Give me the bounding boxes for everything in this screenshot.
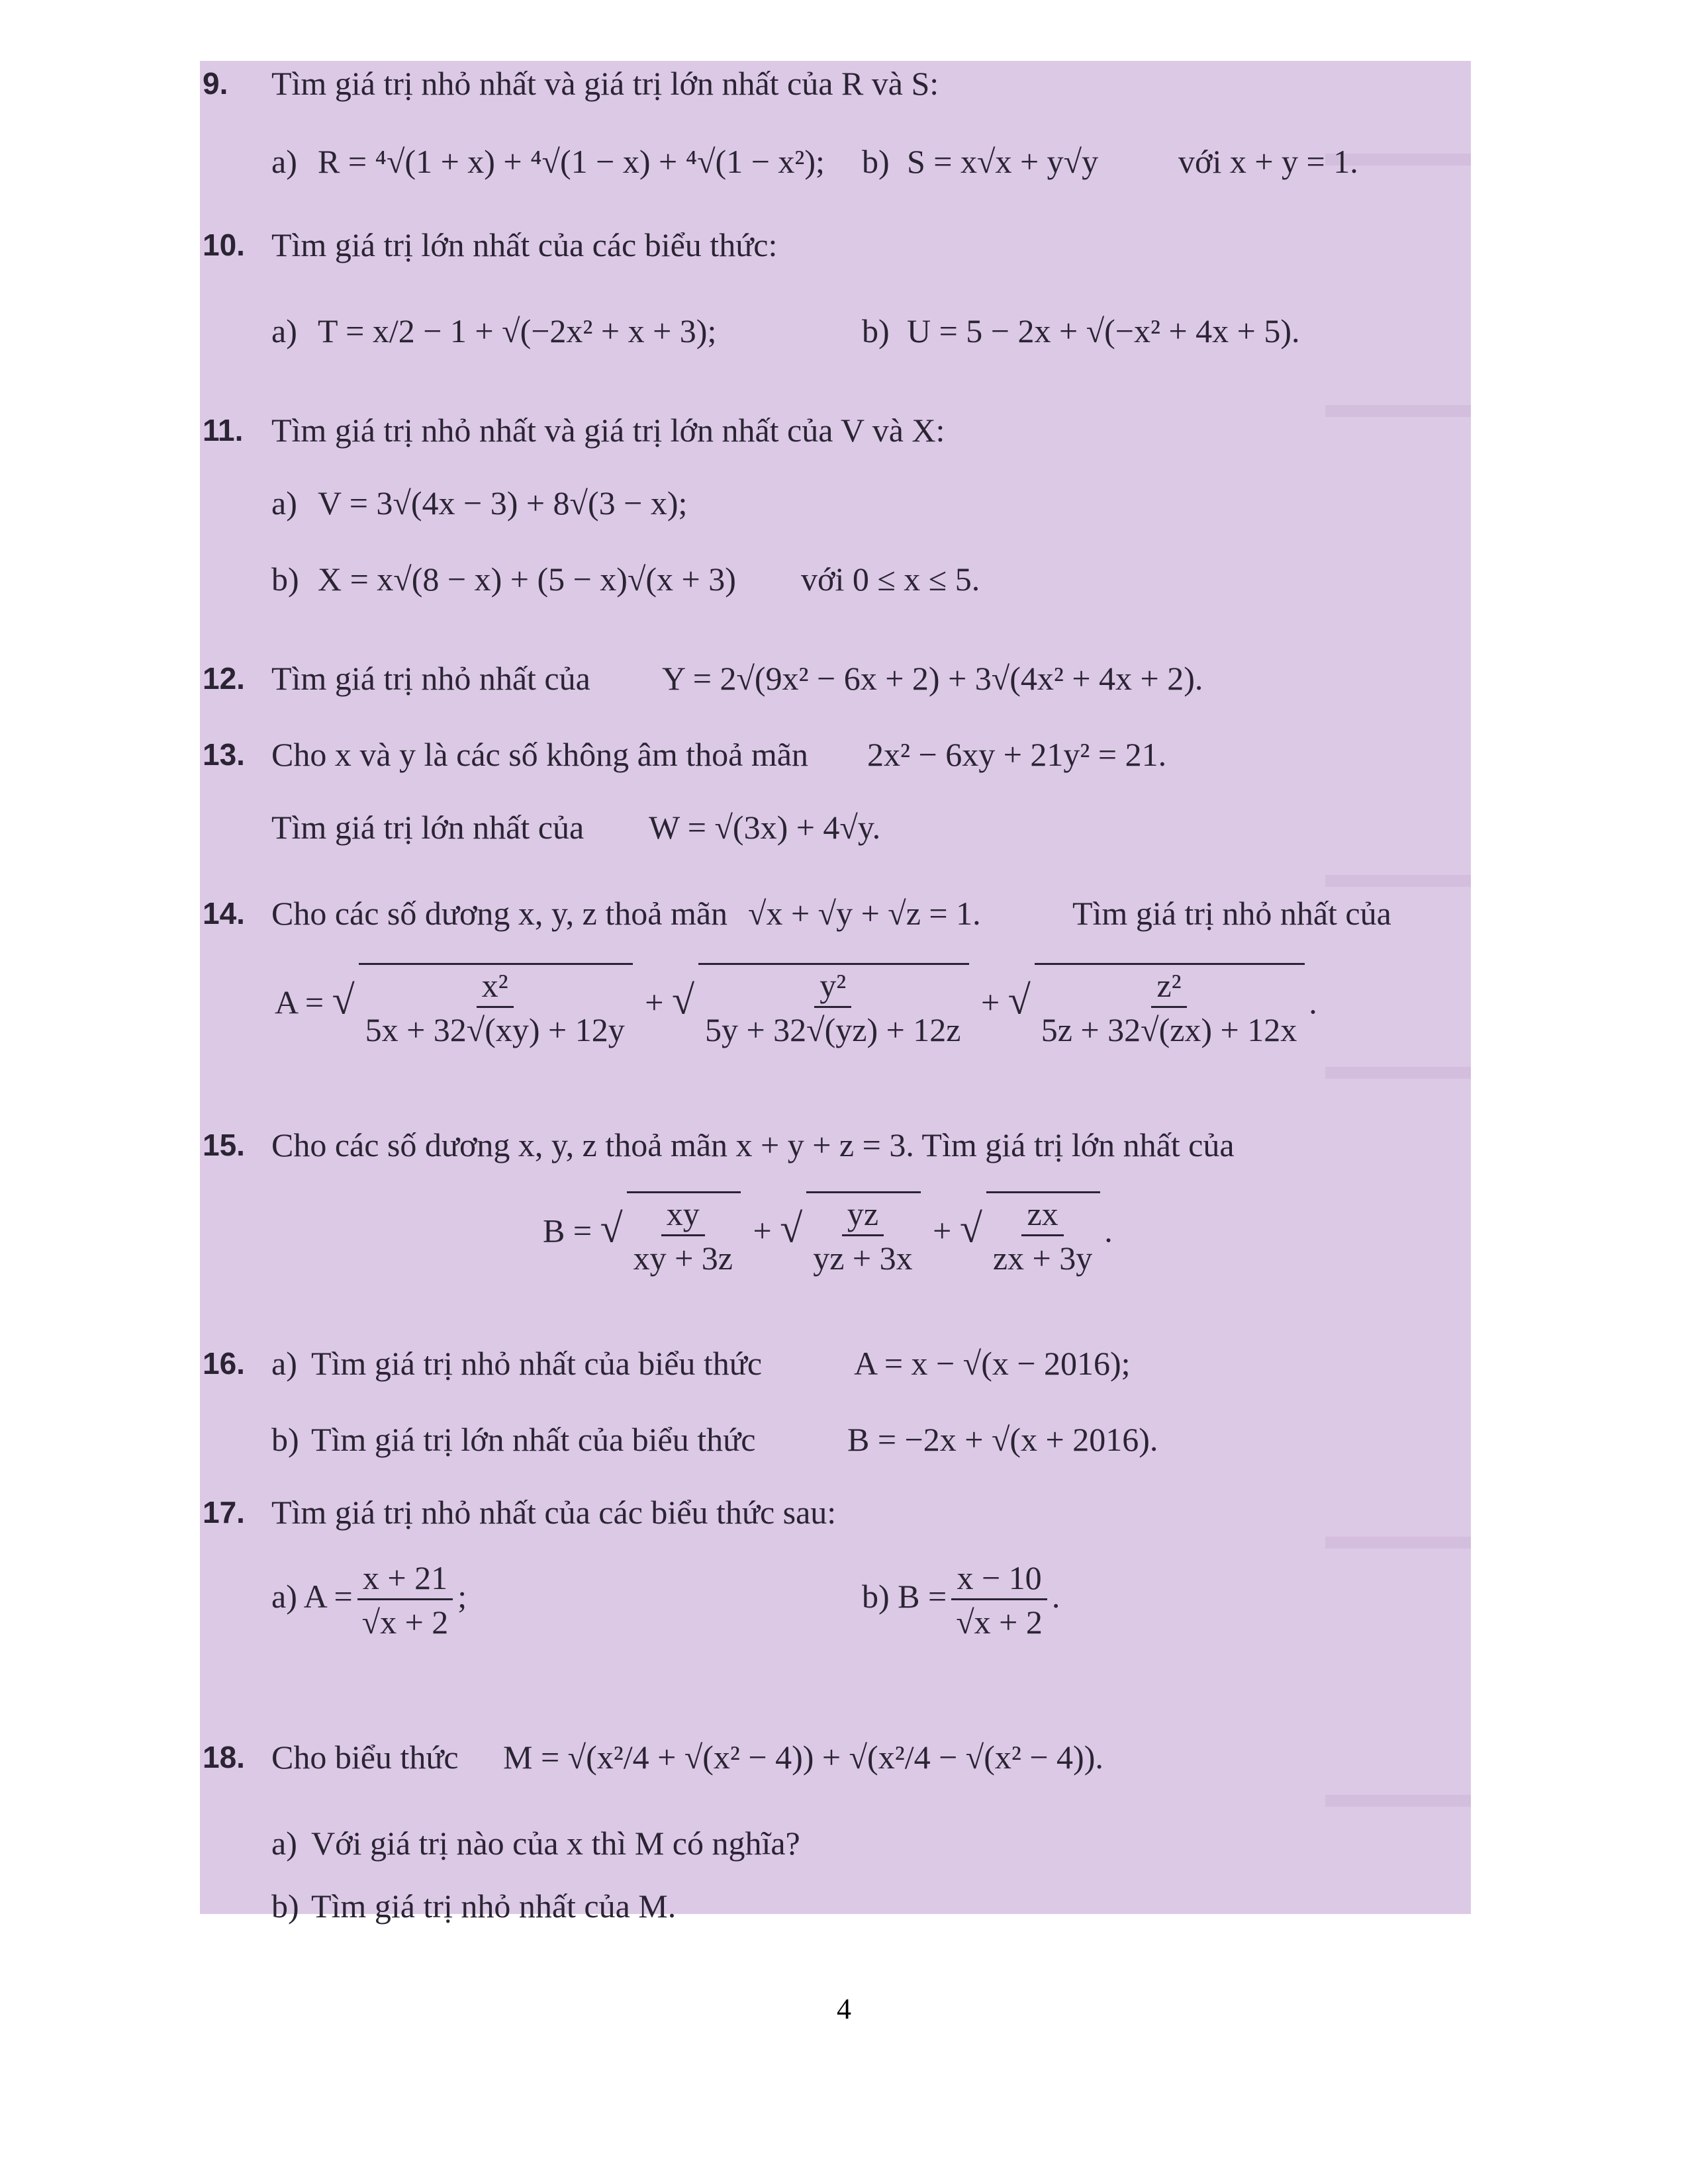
formula-B: B = √ $\frac{xy}{xy + 3z}$ + √ $\frac{yz}{yz + 3x}$ + √ $\frac{zx}{zx + 3y}$ . (543, 1191, 1113, 1277)
part-label: a) (271, 1825, 297, 1862)
formula-17b: b) B = $\frac{x - 10}{√x + 2}$ . (862, 1559, 1060, 1641)
fraction (698, 963, 969, 1049)
condition-text: với 0 ≤ x ≤ 5. (801, 561, 980, 598)
part-label: b) (271, 1888, 299, 1925)
problem-text: Tìm giá trị nhỏ nhất và giá trị lớn nhất của V và X: (271, 412, 945, 449)
page-number: 4 (837, 1993, 851, 2025)
fraction (806, 1191, 920, 1277)
denominator: 5x + 32√(xy) + 12y (365, 1011, 625, 1048)
fraction (359, 963, 633, 1049)
problem-text: Cho các số dương x, y, z thoả mãn (271, 895, 728, 932)
part-label: b) (271, 561, 299, 598)
problem-number: 16. (203, 1346, 245, 1381)
problem-number: 15. (203, 1128, 245, 1162)
denominator: zx + 3y (992, 1240, 1093, 1277)
numerator: zx (1021, 1195, 1063, 1236)
equation: M = √(x²/4 + √(x² − 4)) + √(x²/4 − √(x² − 4)). (503, 1739, 1103, 1776)
problem-text: Tìm giá trị lớn nhất của các biểu thức: (271, 226, 778, 263)
denominator: 5y + 32√(yz) + 12z (704, 1011, 961, 1048)
sqrt-symbol: √ (959, 1206, 982, 1251)
problem-number: 13. (203, 737, 245, 772)
problem-text: Tìm giá trị nhỏ nhất của (1072, 895, 1391, 932)
problem-number: 12. (203, 661, 245, 696)
problem-text: Tìm giá trị nhỏ nhất của M. (311, 1888, 677, 1925)
fraction (627, 1191, 741, 1277)
formula-17a: a) A = $\frac{x + 21}{√x + 2}$ ; (271, 1559, 467, 1641)
problem-number: 9. (203, 66, 228, 101)
equation: A = x − √(x − 2016); (854, 1345, 1131, 1382)
part-label: a) (271, 1345, 297, 1382)
sqrt-symbol: √ (600, 1206, 623, 1251)
sqrt-symbol: √ (332, 978, 355, 1023)
equation: 2x² − 6xy + 21y² = 21. (867, 736, 1167, 773)
numerator: x² (477, 966, 514, 1008)
problem-text: Với giá trị nào của x thì M có nghĩa? (311, 1825, 800, 1862)
part-label: a) (271, 484, 297, 522)
denominator: √x + 2 (361, 1604, 449, 1641)
equation: Y = 2√(9x² − 6x + 2) + 3√(4x² + 4x + 2). (662, 660, 1203, 697)
denominator: xy + 3z (633, 1240, 733, 1277)
formula-lhs: A = (303, 1577, 353, 1615)
formula-lhs: A = (275, 983, 324, 1021)
equation: V = 3√(4x − 3) + 8√(3 − x); (318, 484, 688, 522)
numerator: z² (1151, 966, 1186, 1008)
problem-text: Cho x và y là các số không âm thoả mãn (271, 736, 808, 773)
problem-text: Tìm giá trị lớn nhất của biểu thức (311, 1421, 756, 1458)
equation: X = x√(8 − x) + (5 − x)√(x + 3) (318, 561, 736, 598)
problem-number: 11. (203, 413, 244, 447)
numerator: x − 10 (951, 1559, 1047, 1600)
part-label: a) (271, 1577, 297, 1615)
problem-text: Cho biểu thức (271, 1739, 459, 1776)
problem-number: 14. (203, 896, 245, 931)
formula-lhs: B = (898, 1577, 947, 1615)
fraction (1035, 963, 1305, 1049)
numerator: xy (661, 1195, 705, 1236)
part-label: a) (271, 143, 297, 180)
equation: B = −2x + √(x + 2016). (847, 1421, 1158, 1458)
part-label: b) (862, 143, 890, 180)
formula-A: A = √ $\frac{\text{x²}}{5x + 32√(xy) + 12y}$ + √ $\frac{\text{y²}}{5y + 32√(yz) + 12z}$ + √ $\frac{\text{z²}}{5z + 32√(zx) + 12x}$ . (275, 963, 1317, 1049)
problem-number: 10. (203, 228, 245, 262)
formula-lhs: B = (543, 1212, 592, 1250)
equation: T = x/2 − 1 + √(−2x² + x + 3); (318, 312, 717, 349)
problem-text: Tìm giá trị nhỏ nhất và giá trị lớn nhất của R và S: (271, 65, 939, 102)
numerator: x + 21 (357, 1559, 453, 1600)
denominator: 5z + 32√(zx) + 12x (1041, 1011, 1297, 1048)
condition-text: với x + y = 1. (1178, 143, 1358, 180)
problem-text: Cho các số dương x, y, z thoả mãn x + y + z = 3. Tìm giá trị lớn nhất của (271, 1126, 1235, 1163)
equation: R = ⁴√(1 + x) + ⁴√(1 − x) + ⁴√(1 − x²); (318, 143, 825, 180)
problem-text: Tìm giá trị lớn nhất của (271, 809, 585, 846)
denominator: √x + 2 (956, 1604, 1043, 1641)
sqrt-symbol: √ (671, 978, 694, 1023)
equation: √x + √y + √z = 1. (748, 895, 981, 932)
sqrt-symbol: √ (1008, 978, 1031, 1023)
problem-number: 17. (203, 1495, 245, 1529)
fraction (357, 1559, 454, 1641)
problem-text: Tìm giá trị nhỏ nhất của các biểu thức sau: (271, 1494, 837, 1531)
part-label: b) (862, 312, 890, 349)
fraction (986, 1191, 1100, 1277)
denominator: yz + 3x (813, 1240, 913, 1277)
fraction (951, 1559, 1048, 1641)
problem-text: Tìm giá trị nhỏ nhất của (271, 660, 590, 697)
problem-number: 18. (203, 1740, 245, 1774)
numerator: yz (842, 1195, 884, 1236)
equation: S = x√x + y√y (907, 143, 1099, 180)
problem-text: Tìm giá trị nhỏ nhất của biểu thức (311, 1345, 763, 1382)
part-label: b) (862, 1577, 890, 1615)
equation: U = 5 − 2x + √(−x² + 4x + 5). (907, 312, 1300, 349)
numerator: y² (814, 966, 851, 1008)
part-label: a) (271, 312, 297, 349)
sqrt-symbol: √ (780, 1206, 803, 1251)
part-label: b) (271, 1421, 299, 1458)
equation: W = √(3x) + 4√y. (649, 809, 881, 846)
